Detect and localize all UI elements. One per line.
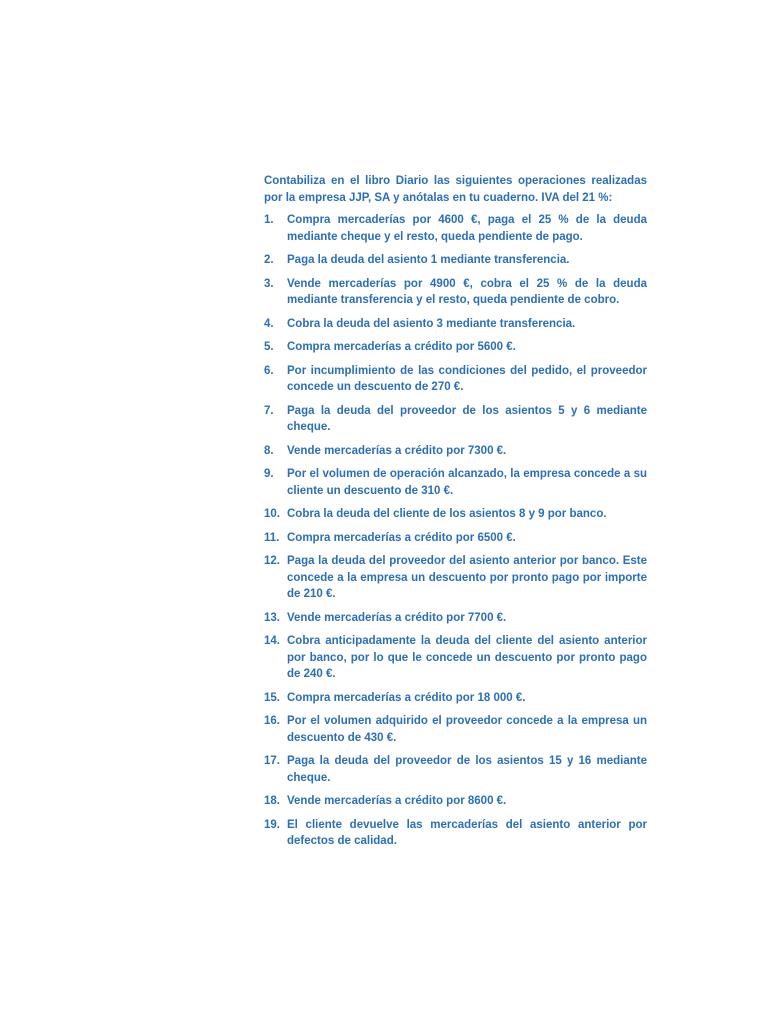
list-item [264, 793, 647, 810]
item-number: 3. [264, 277, 274, 290]
list-item [264, 212, 647, 245]
list-item [264, 506, 647, 523]
list-item [264, 610, 647, 627]
item-text: Compra mercaderías a crédito por 18 000 €. [287, 691, 526, 704]
list-item [264, 316, 647, 333]
item-number: 12. [264, 555, 280, 567]
item-number: 13. [264, 611, 280, 624]
item-number: 1. [264, 214, 274, 226]
item-text: Vende mercaderías a crédito por 8600 €. [287, 795, 507, 807]
list-item [264, 633, 647, 683]
exercise-instructions: Contabiliza en el libro Diario las siguientes operaciones realizadas por la empresa JJP, SA y anótalas en tu cuaderno. IVA del 21 %: [264, 175, 647, 204]
list-item [264, 466, 647, 499]
item-text: Vende mercaderías por 4900 €, cobra el 25 % de la deuda mediante transferencia y el resto, queda pendiente de cobro. [287, 277, 647, 306]
list-item [264, 553, 647, 603]
item-number: 5. [264, 341, 274, 353]
list-item [264, 363, 647, 396]
item-text: Por el volumen de operación alcanzado, la empresa concede a su cliente un descuento de 310 €. [287, 468, 647, 497]
list-item [264, 817, 647, 850]
item-number: 11. [264, 531, 280, 544]
item-text: Vende mercaderías a crédito por 7700 €. [287, 611, 507, 624]
item-text: Cobra anticipadamente la deuda del cliente del asiento anterior por banco, por lo que le concede un descuento por pronto pago de 240 €. [287, 635, 647, 680]
list-item [264, 713, 647, 746]
item-text: Cobra la deuda del cliente de los asientos 8 y 9 por banco. [287, 508, 607, 520]
item-number: 6. [264, 364, 274, 377]
item-text: Paga la deuda del asiento 1 mediante transferencia. [287, 254, 570, 266]
item-text: Por el volumen adquirido el proveedor concede a la empresa un descuento de 430 €. [287, 715, 647, 744]
item-number: 19. [264, 818, 280, 831]
item-number: 2. [264, 254, 274, 266]
item-number: 16. [264, 715, 280, 727]
operations-list [264, 212, 647, 850]
item-text: El cliente devuelve las mercaderías del asiento anterior por defectos de calidad. [287, 818, 647, 847]
list-item [264, 530, 647, 547]
item-number: 15. [264, 691, 280, 704]
list-item [264, 403, 647, 436]
item-text: Paga la deuda del proveedor del asiento anterior por banco. Este concede a la empresa un descuento por pronto pago por importe de 210 €. [287, 555, 647, 600]
item-text: Compra mercaderías a crédito por 6500 €. [287, 531, 516, 544]
list-item [264, 252, 647, 269]
item-text: Cobra la deuda del asiento 3 mediante transferencia. [287, 317, 576, 330]
item-text: Paga la deuda del proveedor de los asientos 15 y 16 mediante cheque. [287, 755, 647, 784]
list-item [264, 753, 647, 786]
item-text: Compra mercaderías por 4600 €, paga el 25 % de la deuda mediante cheque y el resto, queda pendiente de pago. [287, 214, 647, 243]
item-number: 10. [264, 508, 280, 520]
item-text: Compra mercaderías a crédito por 5600 €. [287, 341, 516, 353]
item-number: 7. [264, 404, 274, 417]
list-item [264, 690, 647, 707]
item-text: Paga la deuda del proveedor de los asientos 5 y 6 mediante cheque. [287, 404, 647, 433]
item-number: 17. [264, 755, 280, 767]
item-number: 14. [264, 635, 280, 647]
item-number: 9. [264, 468, 274, 480]
list-item [264, 443, 647, 460]
list-item [264, 276, 647, 309]
item-text: Vende mercaderías a crédito por 7300 €. [287, 444, 507, 457]
item-number: 8. [264, 444, 274, 457]
item-number: 18. [264, 795, 280, 807]
exercise-block [264, 173, 647, 857]
item-text: Por incumplimiento de las condiciones del pedido, el proveedor concede un descuento de 270 €. [287, 364, 647, 393]
item-number: 4. [264, 317, 274, 330]
list-item [264, 339, 647, 356]
